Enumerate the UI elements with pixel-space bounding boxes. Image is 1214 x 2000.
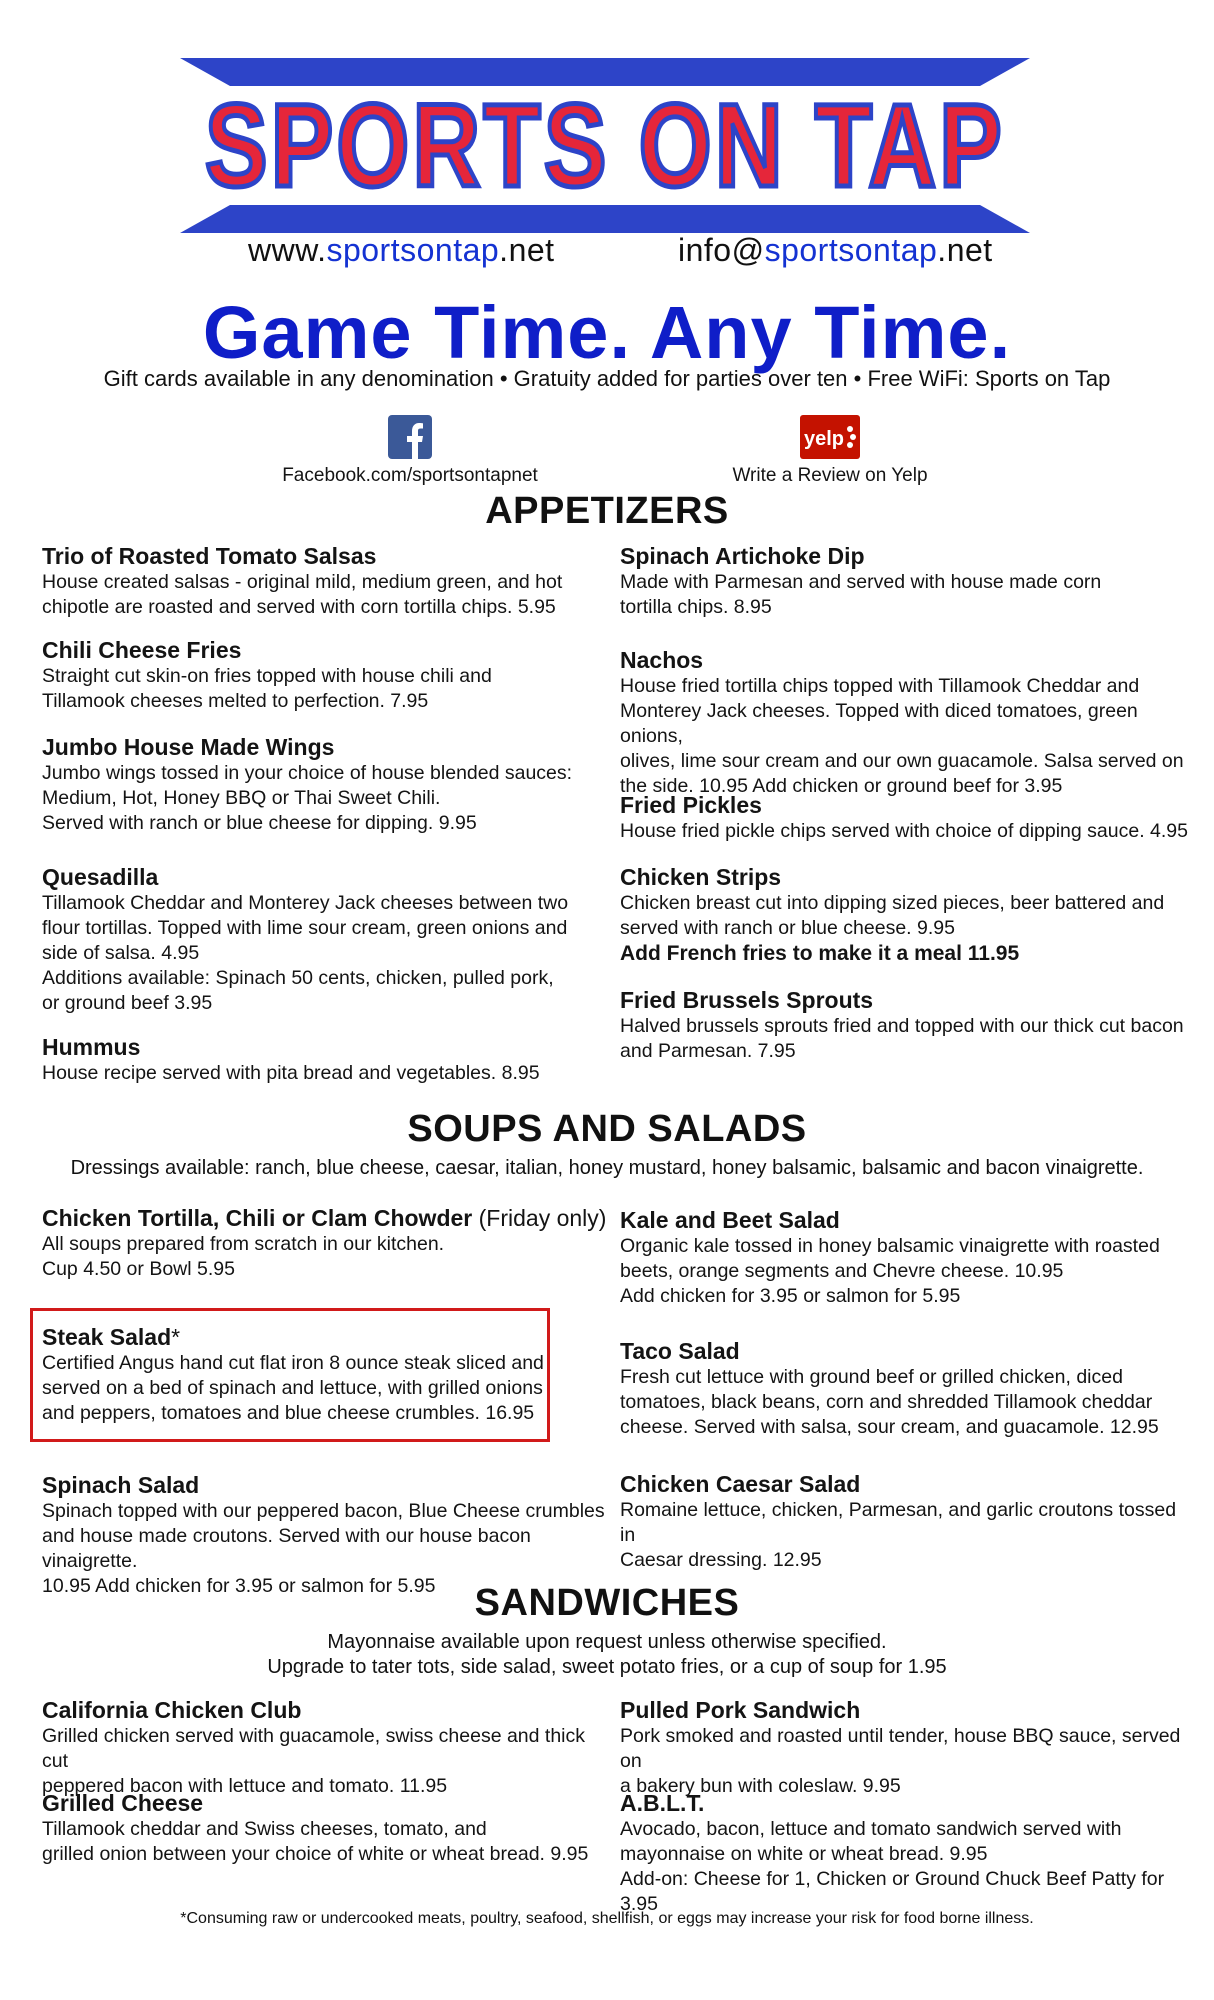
menu-item: Kale and Beet Salad Organic kale tossed in honey balsamic vinaigrette with roasted beets, orange segments and Chevre cheese. 10.95 Add chicken for 3.95 or salmon for 5.95 xyxy=(620,1207,1160,1307)
email-link[interactable]: info@sportsontap.net xyxy=(678,232,993,268)
menu-item: Hummus House recipe served with pita bread and vegetables. 8.95 xyxy=(42,1034,540,1084)
menu-item: Fried Pickles House fried pickle chips served with choice of dipping sauce. 4.95 xyxy=(620,792,1188,842)
menu-item: Grilled Cheese Tillamook cheddar and Swiss cheeses, tomato, and grilled onion between your choice of white or wheat bread. 9.95 xyxy=(42,1790,589,1865)
yelp-icon xyxy=(803,415,852,459)
info-line: Gift cards available in any denomination • Gratuity added for parties over ten • Free WiFi: Sports on Tap xyxy=(103,366,1111,391)
menu-item: Quesadilla Tillamook Cheddar and Monterey Jack cheeses between two flour tortillas. Topped with lime sour cream, green onions and side of salsa. 4.95 Additions available: Spinach 50 cents, chicken, pulled pork, or ground beef 3.95 xyxy=(42,864,569,1014)
menu-item: Pulled Pork Sandwich Pork smoked and roasted until tender, house BBQ sauce, served on a bakery bun with coleslaw. 9.95 xyxy=(620,1697,1181,1797)
menu-item: Chicken Strips Chicken breast cut into dipping sized pieces, beer battered and served with ranch or blue cheese. 9.95 Add French fries to make it a meal 11.95 xyxy=(620,864,1165,965)
svg-text:SPORTS ON TAP: SPORTS ON TAP xyxy=(205,80,1005,212)
menu-item: Trio of Roasted Tomato Salsas House created salsas - original mild, medium green, and hot chipotle are roasted and served with corn tortilla chips. 5.95 xyxy=(42,543,563,618)
menu-item: Fried Brussels Sprouts Halved brussels sprouts fried and topped with our thick cut bacon and Parmesan. 7.95 xyxy=(620,987,1184,1062)
menu-item: Chili Cheese Fries Straight cut skin-on fries topped with house chili and Tillamook cheeses melted to perfection. 7.95 xyxy=(42,637,492,712)
sandwiches-heading: SANDWICHES xyxy=(474,1582,740,1624)
menu-item: California Chicken Club Grilled chicken served with guacamole, swiss cheese and thick cut peppered bacon with lettuce and tomato. 11.95 xyxy=(42,1697,586,1797)
facebook-icon xyxy=(388,415,432,459)
upgrade-note: Upgrade to tater tots, side salad, sweet potato fries, or a cup of soup for 1.95 xyxy=(267,1656,947,1678)
menu-item: Spinach Artichoke Dip Made with Parmesan and served with house made corn tortilla chips. 8.95 xyxy=(620,543,1102,618)
menu-item: Chicken Tortilla, Chili or Clam Chowder (Friday only) All soups prepared from scratch in our kitchen. Cup 4.50 or Bowl 5.95 xyxy=(42,1205,607,1280)
menu-item: Chicken Caesar Salad Romaine lettuce, chicken, Parmesan, and garlic croutons tossed in Caesar dressing. 12.95 xyxy=(620,1471,1177,1571)
menu-item: Jumbo House Made Wings Jumbo wings tossed in your choice of house blended sauces: Medium, Hot, Honey BBQ or Thai Sweet Chili. Served with ranch or blue cheese for dipping. 9.95 xyxy=(42,734,573,834)
svg-text:yelp: yelp xyxy=(803,428,845,450)
sports-on-tap-logo xyxy=(180,58,1030,233)
facebook-link[interactable] xyxy=(280,415,540,487)
menu-item: Taco Salad Fresh cut lettuce with ground beef or grilled chicken, diced tomatoes, black beans, corn and shredded Tillamook cheddar cheese. Served with salsa, sour cream, and guacamole. 12.95 xyxy=(620,1338,1159,1438)
food-safety-disclaimer: *Consuming raw or undercooked meats, poultry, seafood, shellfish, or eggs may increase your risk for food borne illness. xyxy=(180,1910,1034,1927)
website-link[interactable]: www.sportsontap.net xyxy=(248,232,555,268)
mayonnaise-note: Mayonnaise available upon request unless otherwise specified. xyxy=(327,1631,887,1653)
facebook-label: Facebook.com/sportsontapnet xyxy=(282,465,538,486)
yelp-label: Write a Review on Yelp xyxy=(732,465,928,486)
menu-item-featured: Steak Salad* Certified Angus hand cut flat iron 8 ounce steak sliced and served on a bed of spinach and lettuce, with grilled onions and peppers, tomatoes and blue cheese crumbles. 16.95 xyxy=(42,1324,544,1424)
menu-item: Spinach Salad Spinach topped with our peppered bacon, Blue Cheese crumbles and house made croutons. Served with our house bacon vinaigrette. 10.95 Add chicken for 3.95 or salmon for 5.95 xyxy=(42,1472,605,1597)
dressings-note: Dressings available: ranch, blue cheese, caesar, italian, honey mustard, honey balsamic, balsamic and bacon vinaigrette. xyxy=(70,1157,1144,1179)
menu-item: A.B.L.T. Avocado, bacon, lettuce and tomato sandwich served with mayonnaise on white or wheat bread. 9.95 Add-on: Cheese for 1, Chicken or Ground Chuck Beef Patty for 3.95 xyxy=(620,1790,1165,1915)
menu-item: Nachos House fried tortilla chips topped with Tillamook Cheddar and Monterey Jack cheeses. Topped with diced tomatoes, green onions, olives, lime sour cream and our own guacamole. Salsa served on the side. 10.95 Add chicken or ground beef for 3.95 xyxy=(620,647,1184,797)
appetizers-heading: APPETIZERS xyxy=(485,490,729,532)
soups-salads-heading: SOUPS AND SALADS xyxy=(407,1108,807,1150)
slogan: Game Time. Any Time. xyxy=(202,291,1012,374)
yelp-link[interactable] xyxy=(700,415,960,487)
